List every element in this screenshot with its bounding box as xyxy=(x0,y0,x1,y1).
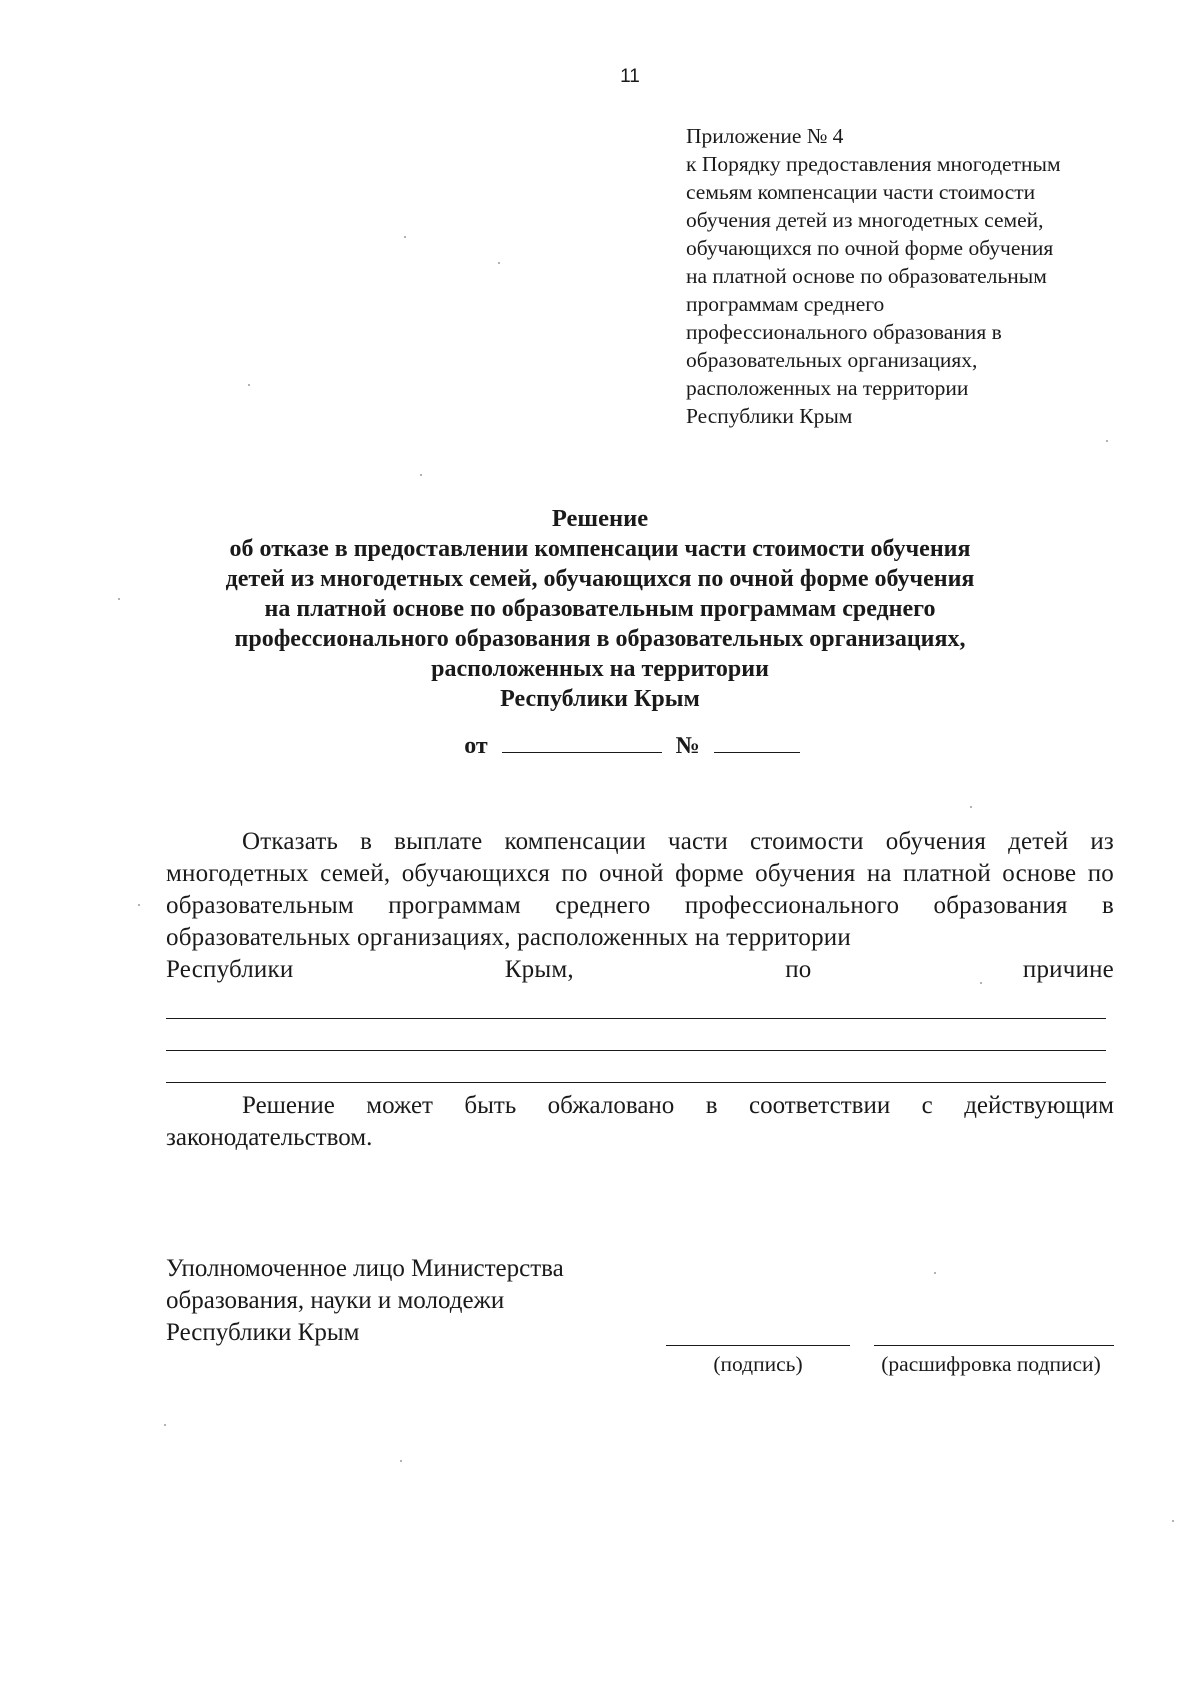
title-line: Республики Крым xyxy=(500,686,700,712)
title-line: расположенных на территории xyxy=(431,656,769,682)
number-sign: № xyxy=(675,733,700,759)
appendix-line: на платной основе по образовательным xyxy=(686,264,1047,288)
signature-caption: (подпись) xyxy=(713,1352,803,1376)
scan-speck xyxy=(420,474,422,476)
appendix-line: семьям компенсации части стоимости xyxy=(686,180,1036,204)
signer-line: образования, науки и молодежи xyxy=(166,1287,505,1314)
reason-word: причине xyxy=(1022,956,1114,983)
appendix-line: Приложение № 4 xyxy=(686,124,844,148)
scan-speck xyxy=(1172,1520,1174,1522)
scan-speck xyxy=(980,982,982,984)
scan-speck xyxy=(400,1460,402,1462)
scan-speck xyxy=(118,598,120,600)
signature-blank[interactable] xyxy=(666,1345,850,1346)
signature-decoding-blank[interactable] xyxy=(874,1345,1114,1346)
title-line: детей из многодетных семей, обучающихся по очной форме обучения xyxy=(225,566,975,592)
scan-speck xyxy=(1106,440,1108,442)
refusal-text: Отказать в выплате компенсации части стоимости обучения детей из многодетных семей, обучающихся по очной форме обучения на платной основе по образовательным программам среднего профессионального образования в образовательных организациях, расположенных на территории xyxy=(166,828,1114,951)
date-blank[interactable] xyxy=(502,730,662,753)
refusal-paragraph xyxy=(166,826,1114,986)
reason-blank-line[interactable] xyxy=(166,1050,1106,1051)
title-line: профессионального образования в образовательных организациях, xyxy=(234,626,966,652)
appendix-line: обучения детей из многодетных семей, xyxy=(686,208,1044,232)
title-line: об отказе в предоставлении компенсации части стоимости обучения xyxy=(229,536,971,562)
document-title xyxy=(0,504,1200,714)
scan-speck xyxy=(498,262,500,264)
appendix-line: к Порядку предоставления многодетным xyxy=(686,152,1061,176)
reason-intro-line xyxy=(166,954,1114,986)
title-main: Решение xyxy=(551,505,649,532)
appendix-line: образовательных организациях, xyxy=(686,348,978,372)
appendix-line: профессионального образования в xyxy=(686,320,1002,344)
reason-word: Крым, xyxy=(504,956,574,983)
decoding-caption: (расшифровка подписи) xyxy=(881,1352,1101,1376)
appendix-line: программам среднего xyxy=(686,292,885,316)
reason-word: по xyxy=(785,956,812,983)
appeal-paragraph xyxy=(166,1090,1114,1154)
date-prefix: от xyxy=(464,733,488,759)
scan-speck xyxy=(934,1272,936,1274)
reason-blank-line[interactable] xyxy=(166,1018,1106,1019)
signer-line: Уполномоченное лицо Министерства xyxy=(166,1255,564,1282)
appendix-line: расположенных на территории xyxy=(686,376,969,400)
scan-speck xyxy=(138,904,140,906)
reason-word: Республики xyxy=(166,956,294,983)
scan-speck xyxy=(164,1424,166,1426)
page-number: 11 xyxy=(620,66,640,87)
signer-line: Республики Крым xyxy=(166,1319,360,1346)
scan-speck xyxy=(248,384,250,386)
title-line: на платной основе по образовательным программам среднего xyxy=(264,596,936,622)
appendix-line: обучающихся по очной форме обучения xyxy=(686,236,1054,260)
appendix-header xyxy=(686,122,1126,430)
appeal-text: Решение может быть обжаловано в соответствии с действующим законодательством. xyxy=(166,1092,1114,1151)
reason-blank-line[interactable] xyxy=(166,1082,1106,1083)
scan-speck xyxy=(404,236,406,238)
signer-block xyxy=(166,1253,564,1349)
date-number-line xyxy=(0,730,1200,760)
number-blank[interactable] xyxy=(714,730,800,753)
appendix-line: Республики Крым xyxy=(686,404,853,428)
scan-speck xyxy=(970,806,972,808)
